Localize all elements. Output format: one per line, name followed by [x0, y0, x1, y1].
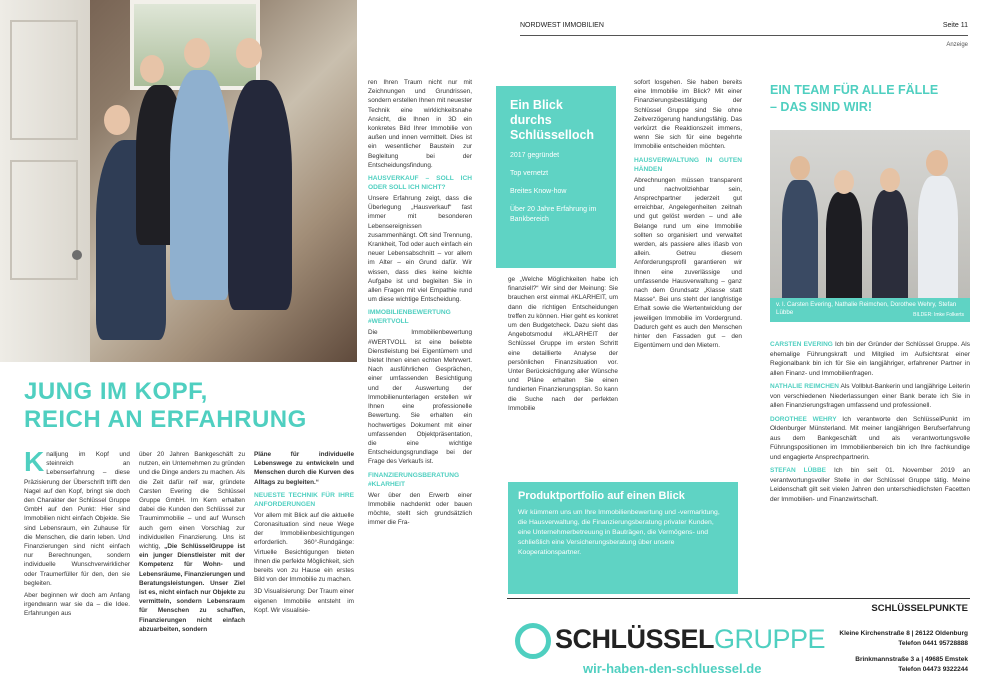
info-box-title: Ein Blick durchs Schlüsselloch [510, 98, 595, 142]
headline-line: JUNG IM KOPF, [24, 378, 208, 405]
team-member-bio: Ich bin der Gründer der Schlüssel Gruppe. Als ehemalige Führungskraft und Mitglied im Aufsichtsrat einer Regionalbank bin ich für Sie ein langjähriger, erfahrener Partner in allen Finanz- und Immobilienfragen. [770, 341, 970, 377]
key-logo-icon [515, 623, 551, 659]
person-silhouette [782, 180, 818, 298]
company-logo [555, 623, 825, 655]
person-silhouette [170, 70, 230, 300]
portfolio-box [508, 482, 738, 594]
drop-cap: K [24, 446, 45, 477]
headline-line: EIN TEAM FÜR ALLE FÄLLE [770, 83, 939, 97]
person-head [184, 38, 210, 68]
paragraph: Unsere Erfahrung zeigt, dass die Überlegung „Hausverkauf“ fast immer mit besonderen Lebensereignissen zusammenhängt. Oft sind Trennung, Krankheit, Tod oder auch einfach ein neuer Lebensabschnitt – vor allem im Alter – ein Grund dafür. Wir wissen, dass dies keine leichte Aufgabe ist und begleiten Sie in allen Fragen mit viel Empathie rund um diese wichtige Entscheidung. [368, 195, 472, 304]
page-number: Seite 11 [942, 22, 968, 29]
photo-caption [770, 298, 970, 322]
article-column-6 [634, 78, 742, 353]
address-block-1 [839, 629, 968, 649]
info-box-item: Top vernetzt [510, 170, 549, 177]
article-column-3 [254, 450, 354, 618]
team-member-name: DOROTHEE WEHRY [770, 415, 837, 423]
person-head [104, 105, 130, 135]
person-head [926, 150, 948, 176]
phone: Telefon 0441 95728888 [898, 640, 968, 647]
header-brand: NORDWEST IMMOBILIEN [520, 22, 604, 29]
info-box-item: Breites Know-how [510, 188, 567, 195]
section-heading: NEUESTE TECHNIK FÜR IHRE ANFORDERUNGEN [254, 491, 354, 508]
article-column-2 [139, 450, 245, 637]
left-headline [24, 378, 307, 434]
team-member-name: CARSTEN EVERING [770, 341, 833, 348]
paragraph: ge „Welche Möglichkeiten habe ich finanziell?“ Wir sind der Meinung: Sie brauchen erst einmal #KLARHEIT, um dann die richtigen Entscheidungen treffen zu können. Hier geht es konkret um den Budgetcheck. Dazu sieht das Angebotsmodul #KLARHEIT der Schlüssel Gruppe im ersten Schritt eine detaillierte Analyse der persönlichen Finanzsituation vor. Unter Berücksichtigung aller Wünsche und Pläne erhalten Sie einen fundierten Finanzierungsplan. So kann die Suche nach der perfekten Immobilie [508, 276, 619, 412]
person-head [880, 168, 900, 192]
team-headline [770, 82, 938, 116]
team-photo [770, 130, 970, 298]
address-block-2 [855, 655, 968, 675]
section-heading: FINANZIERUNGSBERATUNG #KLARHEIT [368, 471, 460, 488]
logo-part2: GRUPPE [714, 624, 826, 654]
section-heading: HAUSVERWALTUNG IN GUTEN HÄNDEN [634, 156, 742, 173]
team-member-bio: Als Vollblut-Bankerin und langjährige Leiterin von verschiedenen Niederlassungen einer Bank berate ich Sie in allen Finanzierungsfragen umfassend und professionell. [770, 383, 970, 409]
white-door [0, 0, 90, 362]
article-column-4 [368, 78, 472, 530]
group-photo [0, 0, 357, 362]
info-box-item: 2017 gegründet [510, 152, 560, 159]
team-member-bio: Ich bin seit 01. November 2019 an verantwortungsvoller Stelle in der Schlüssel Gruppe tätig. Meine Leidenschaft gilt seit vielen Jahren den unterschiedlichsten Facetten der Immobilien- und Finanzwirtschaft. [770, 467, 971, 503]
quote-bold: Pläne für individuelle Lebenswege zu entwickeln und Menschen durch die Kurven des Alltags zu begleiten.“ [254, 451, 354, 486]
headline-line: – DAS SIND WIR! [770, 100, 873, 114]
paragraph: Vor allem mit Blick auf die aktuelle Coronasituation sind neue Wege der Immobilienbesichtigungen erforderlich. 360°-Rundgänge: Virtuelle Besichtigungen bieten Ihnen die perfekte Möglichkeit, sich bereits von zu Hause ein erstes Bild von der Immobilie zu machen. [254, 511, 354, 584]
paragraph: Die Immobilienbewertung #WERTVOLL ist eine beliebte Dienstleistung bei Eigentümern und bietet Ihnen einen echten Mehrwert. Nach ausführlichen Gesprächen, einer umfassenden Besichtigung und der Auswertung der Immobilienunterlagen erstellen wir Ihnen eine professionelle Bewertung. Sie erhalten ein hochwertiges Dokument mit einer umfassenden Objektpräsentation, die eine wichtige Entscheidungsgrundlage bei der Frage des Verkaufs ist. [368, 329, 472, 466]
paragraph: Aber beginnen wir doch am Anfang irgendwann war sie da – die Idee. Erfahrungen aus [24, 592, 130, 618]
paragraph: über 20 Jahren Bankgeschäft zu nutzen, ein Unternehmen zu gründen und die Dinge anders zu machen. Als die Zeit dafür reif war, gründete Carsten Evering die Schlüssel Gruppe GmbH. Im Kern erhalten dabei die Kunden den Schlüssel zur Traumimmobilie – und auf Wunsch auch gern einen Vorschlag zur individuellen Finanzierung. Uns ist wichtig, [139, 451, 245, 551]
team-member-entry [770, 382, 970, 411]
paragraph: nalljung im Kopf und steinreich an Lebenserfahrung – diese Präzisierung der Überschrift trifft den Nagel auf den Kopf, bringt sie doch den Charakter der Schlüssel Gruppe GmbH auf den Punkt: Hier sind Immobilien nicht einfach Objekte. Sie sind Lebensraum, ein Zuhause für die Menschen, die darin leben. Und Finanzierungen sind nicht einfach nur Berechnungen, sondern individuelle Wunschverwirklicher oder Traumerfüller für den, den sie begleiten. [24, 451, 130, 587]
footer [507, 598, 970, 692]
person-head [790, 156, 810, 180]
team-member-name: NATHALIE REIMCHEN [770, 383, 839, 390]
caption-text: v. l. Carsten Evering, Nathalie Reimchen, Dorothee Wehry, Stefan Lübbe [776, 301, 957, 316]
info-box-item: Über 20 Jahre Erfahrung im Bankbereich [510, 206, 597, 223]
portfolio-text: Wir kümmern uns um Ihre Immobilienbewertung und -vermarktung, die Hausverwaltung, die Finanzierungsberatung privater Kunden, eine Unternehmerbetreuung in Bauträgen, die Vermögens- und schließlich eine Versicherungsberatung über unsere Kooperationspartner. [518, 509, 720, 556]
door-panel [10, 20, 78, 140]
person-head [236, 38, 262, 68]
paragraph: Wer über den Erwerb einer Immobilie nachdenkt oder bauen möchte, stellt sich grundsätzlich immer die Fra- [368, 491, 472, 527]
person-silhouette [228, 80, 292, 310]
section-heading: HAUSVERKAUF – SOLL ICH ODER SOLL ICH NICHT? [368, 175, 472, 192]
article-column-1 [24, 446, 130, 622]
team-member-entry [770, 340, 970, 378]
team-member-list [770, 340, 970, 508]
quote-bold: „Die SchlüsselGruppe ist ein junger Dienstleister mit der Kompetenz für Wohn- und Lebensräume, Finanzierungen und Beratungsleistungen. Unser Ziel ist es, nicht einfach nur Objekte zu vermitteln, sondern Lebensraum für Menschen zu schaffen, Finanzierungen nicht einfach abzuarbeiten, sondern [139, 543, 245, 633]
door-knob-icon [72, 250, 82, 260]
page-header [520, 22, 968, 36]
info-box [496, 86, 616, 268]
footer-section-title: SCHLÜSSELPUNKTE [871, 603, 968, 614]
logo-part1: SCHLÜSSEL [555, 624, 715, 654]
person-head [834, 170, 854, 194]
address: Kleine Kirchenstraße 8 | 26122 Oldenburg [839, 630, 968, 637]
info-box-list [510, 151, 602, 225]
headline-line: REICH AN ERFAHRUNG [24, 406, 307, 433]
ad-label: Anzeige [946, 42, 968, 48]
paragraph: sofort losgehen. Sie haben bereits eine Immobilie im Blick? Mit einer Finanzierungsbestätigung der Schlüssel Gruppe sind Sie ohne Zeitverzögerung handlungsfähig. Das verkürzt die Reaktionszeit immens, wenn Sie sich für eine begehrte Immobilie entscheiden möchten. [634, 79, 742, 151]
section-heading: IMMOBILIENBEWERTUNG #WERTVOLL [368, 309, 451, 326]
address: Brinkmannstraße 3 a | 49685 Emstek [855, 656, 968, 663]
article-column-5 [508, 275, 618, 416]
team-member-entry [770, 466, 970, 504]
paragraph: ren Ihren Traum nicht nur mit Zeichnungen und Grundrissen, sondern erstellen Ihnen mit neuester Technik eine wirklichkeitsnahe Ansicht, die Ihnen in 3D ein konkretes Bild Ihrer Immobilie von außen und innen vermittelt. Dies ist ein wesentlicher Baustein zur Begleitung bei der Entscheidungsfindung. [368, 79, 472, 169]
phone: Telefon 04473 9322244 [898, 666, 968, 673]
person-head [140, 55, 164, 83]
paragraph: Abrechnungen müssen transparent und nachvollziehbar sein, Ansprechpartner jederzeit gut erreichbar, Angelegenheiten zeitnah und gut gelöst werden – und alle Belange rund um eine Immobilie sollten so organisiert und verwaltet werden, als passiere alles ißasb von allein. Getreu diesem Anforderungsprofil garantieren wir Ihnen eine zuverlässige und umfassende Hausverwaltung – ganz nach dem Grundsatz „Klasse statt Masse“. Bei uns steht der langfristige Erhalt sowie die Wertentwicklung der jeweiligen Immobilie im Vordergrund. Dadurch geht es auch den Menschen hinter den Fassaden gut – den Eigentümern und den Mietern. [634, 176, 742, 350]
paragraph: 3D Visualisierung: Der Traum einer eigenen Immobilie entsteht im Kopf. Wir visualisie- [254, 588, 354, 614]
door-panel [10, 160, 78, 280]
photo-credit: BILDER: Imke Folkerts [913, 312, 964, 318]
website-link[interactable]: wir-haben-den-schluessel.de [583, 661, 762, 676]
person-silhouette [918, 176, 958, 298]
portfolio-title: Produktportfolio auf einen Blick [518, 490, 685, 502]
team-member-bio: Ich verantworte den SchlüsselPunkt im Oldenburger Münsterland. Mit meiner langjährigen Berufserfahrung aus dem Bankgeschäft und als verantwortungsvolle Führungspositionen im Immobilienbereich bin ich Ihre fachkundige und engagierte Ansprechpartnerin. [770, 415, 970, 461]
team-member-entry [770, 415, 970, 463]
person-silhouette [872, 190, 908, 298]
person-silhouette [826, 192, 862, 298]
team-member-name: STEFAN LÜBBE [770, 467, 827, 474]
